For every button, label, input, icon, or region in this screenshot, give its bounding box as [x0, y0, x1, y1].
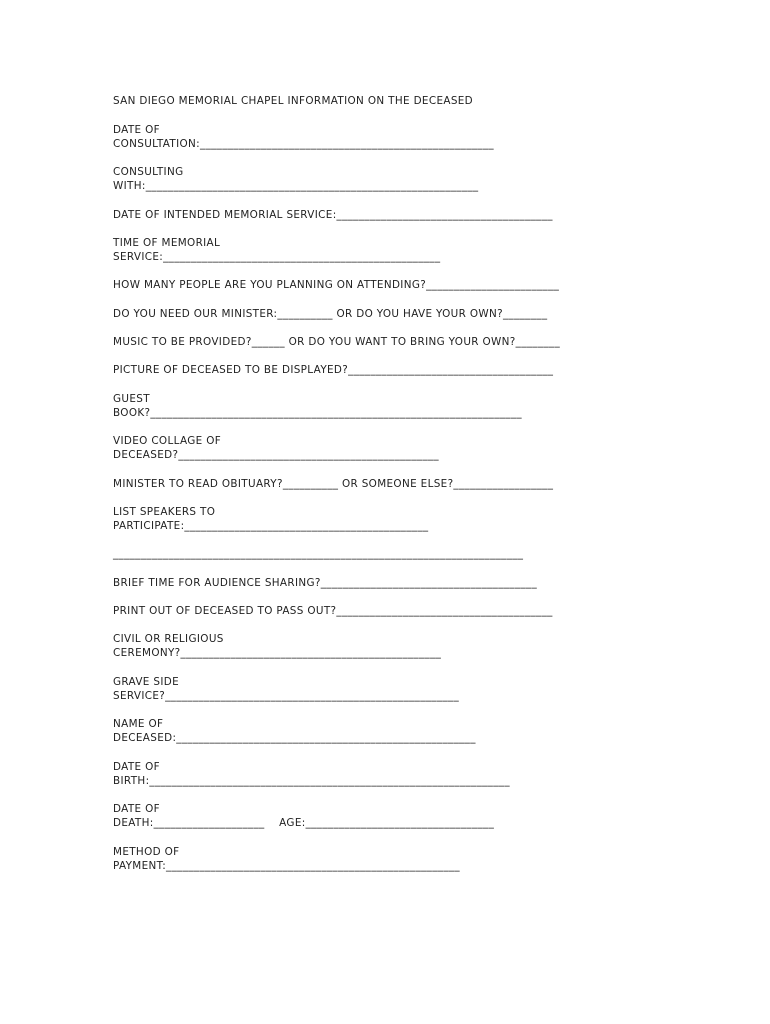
field-label: METHOD OF — [113, 845, 180, 858]
field-label: DATE OF — [113, 760, 160, 773]
field-blank[interactable]: PRINT OUT OF DECEASED TO PASS OUT?_______________________________________ — [113, 604, 553, 617]
field-video-collage — [113, 434, 673, 462]
field-blank[interactable]: DO YOU NEED OUR MINISTER:__________ OR DO YOU HAVE YOUR OWN?________ — [113, 307, 548, 320]
field-blank[interactable]: PAYMENT:_____________________________________________________ — [113, 859, 460, 872]
field-print-out — [113, 604, 673, 618]
field-obituary — [113, 477, 673, 491]
field-blank[interactable]: BIRTH:_________________________________________________________________ — [113, 774, 510, 787]
field-blank[interactable]: DEATH:____________________ AGE:__________________________________ — [113, 817, 495, 830]
field-label: GUEST — [113, 392, 150, 405]
field-label: CONSULTING — [113, 166, 184, 179]
field-blank[interactable]: MINISTER TO READ OBITUARY?__________ OR SOMEONE ELSE?__________________ — [113, 477, 554, 490]
field-date-of-consultation — [113, 123, 673, 151]
field-label: CIVIL OR RELIGIOUS — [113, 633, 224, 646]
field-blank[interactable]: MUSIC TO BE PROVIDED?______ OR DO YOU WANT TO BRING YOUR OWN?________ — [113, 335, 561, 348]
field-method-of-payment — [113, 845, 673, 873]
field-blank[interactable]: DECEASED?_______________________________________________ — [113, 449, 439, 462]
field-blank[interactable]: BRIEF TIME FOR AUDIENCE SHARING?_______________________________________ — [113, 576, 538, 589]
field-name-of-deceased — [113, 717, 673, 745]
field-blank[interactable]: __________________________________________________________________________ — [113, 548, 524, 561]
field-guest-book — [113, 392, 673, 420]
field-civil-or-religious — [113, 632, 673, 660]
field-audience-sharing — [113, 576, 673, 590]
field-grave-side — [113, 675, 673, 703]
field-blank[interactable]: BOOK?___________________________________________________________________ — [113, 406, 522, 419]
field-blank[interactable]: WITH:____________________________________________________________ — [113, 180, 479, 193]
form-document — [113, 94, 673, 887]
field-label: TIME OF MEMORIAL — [113, 236, 221, 249]
field-music — [113, 335, 673, 349]
field-speakers-extra-line — [113, 547, 673, 561]
field-blank[interactable]: PARTICIPATE:____________________________________________ — [113, 520, 429, 533]
field-date-of-death-and-age — [113, 802, 673, 830]
field-time-of-memorial-service — [113, 236, 673, 264]
field-speakers — [113, 505, 673, 533]
field-picture-of-deceased — [113, 363, 673, 377]
field-blank[interactable]: CEREMONY?_______________________________________________ — [113, 647, 442, 660]
field-label: DATE OF — [113, 123, 160, 136]
field-blank[interactable]: DECEASED:______________________________________________________ — [113, 732, 476, 745]
field-people-attending — [113, 278, 673, 292]
field-label: GRAVE SIDE — [113, 675, 179, 688]
field-blank[interactable]: CONSULTATION:_____________________________________________________ — [113, 137, 494, 150]
field-date-of-birth — [113, 760, 673, 788]
field-blank[interactable]: SERVICE?_____________________________________________________ — [113, 689, 460, 702]
field-label: LIST SPEAKERS TO — [113, 505, 216, 518]
field-blank[interactable]: DATE OF INTENDED MEMORIAL SERVICE:_______________________________________ — [113, 208, 553, 221]
form-title: SAN DIEGO MEMORIAL CHAPEL INFORMATION ON THE DECEASED — [113, 95, 474, 107]
field-label: DATE OF — [113, 803, 160, 816]
field-blank[interactable]: SERVICE:__________________________________________________ — [113, 251, 441, 264]
field-consulting-with — [113, 165, 673, 193]
field-blank[interactable]: HOW MANY PEOPLE ARE YOU PLANNING ON ATTENDING?________________________ — [113, 279, 560, 292]
field-blank[interactable]: PICTURE OF DECEASED TO BE DISPLAYED?_____________________________________ — [113, 364, 554, 377]
field-label: NAME OF — [113, 718, 164, 731]
field-date-of-intended-memorial-service — [113, 208, 673, 222]
field-label: VIDEO COLLAGE OF — [113, 435, 222, 448]
field-minister — [113, 307, 673, 321]
